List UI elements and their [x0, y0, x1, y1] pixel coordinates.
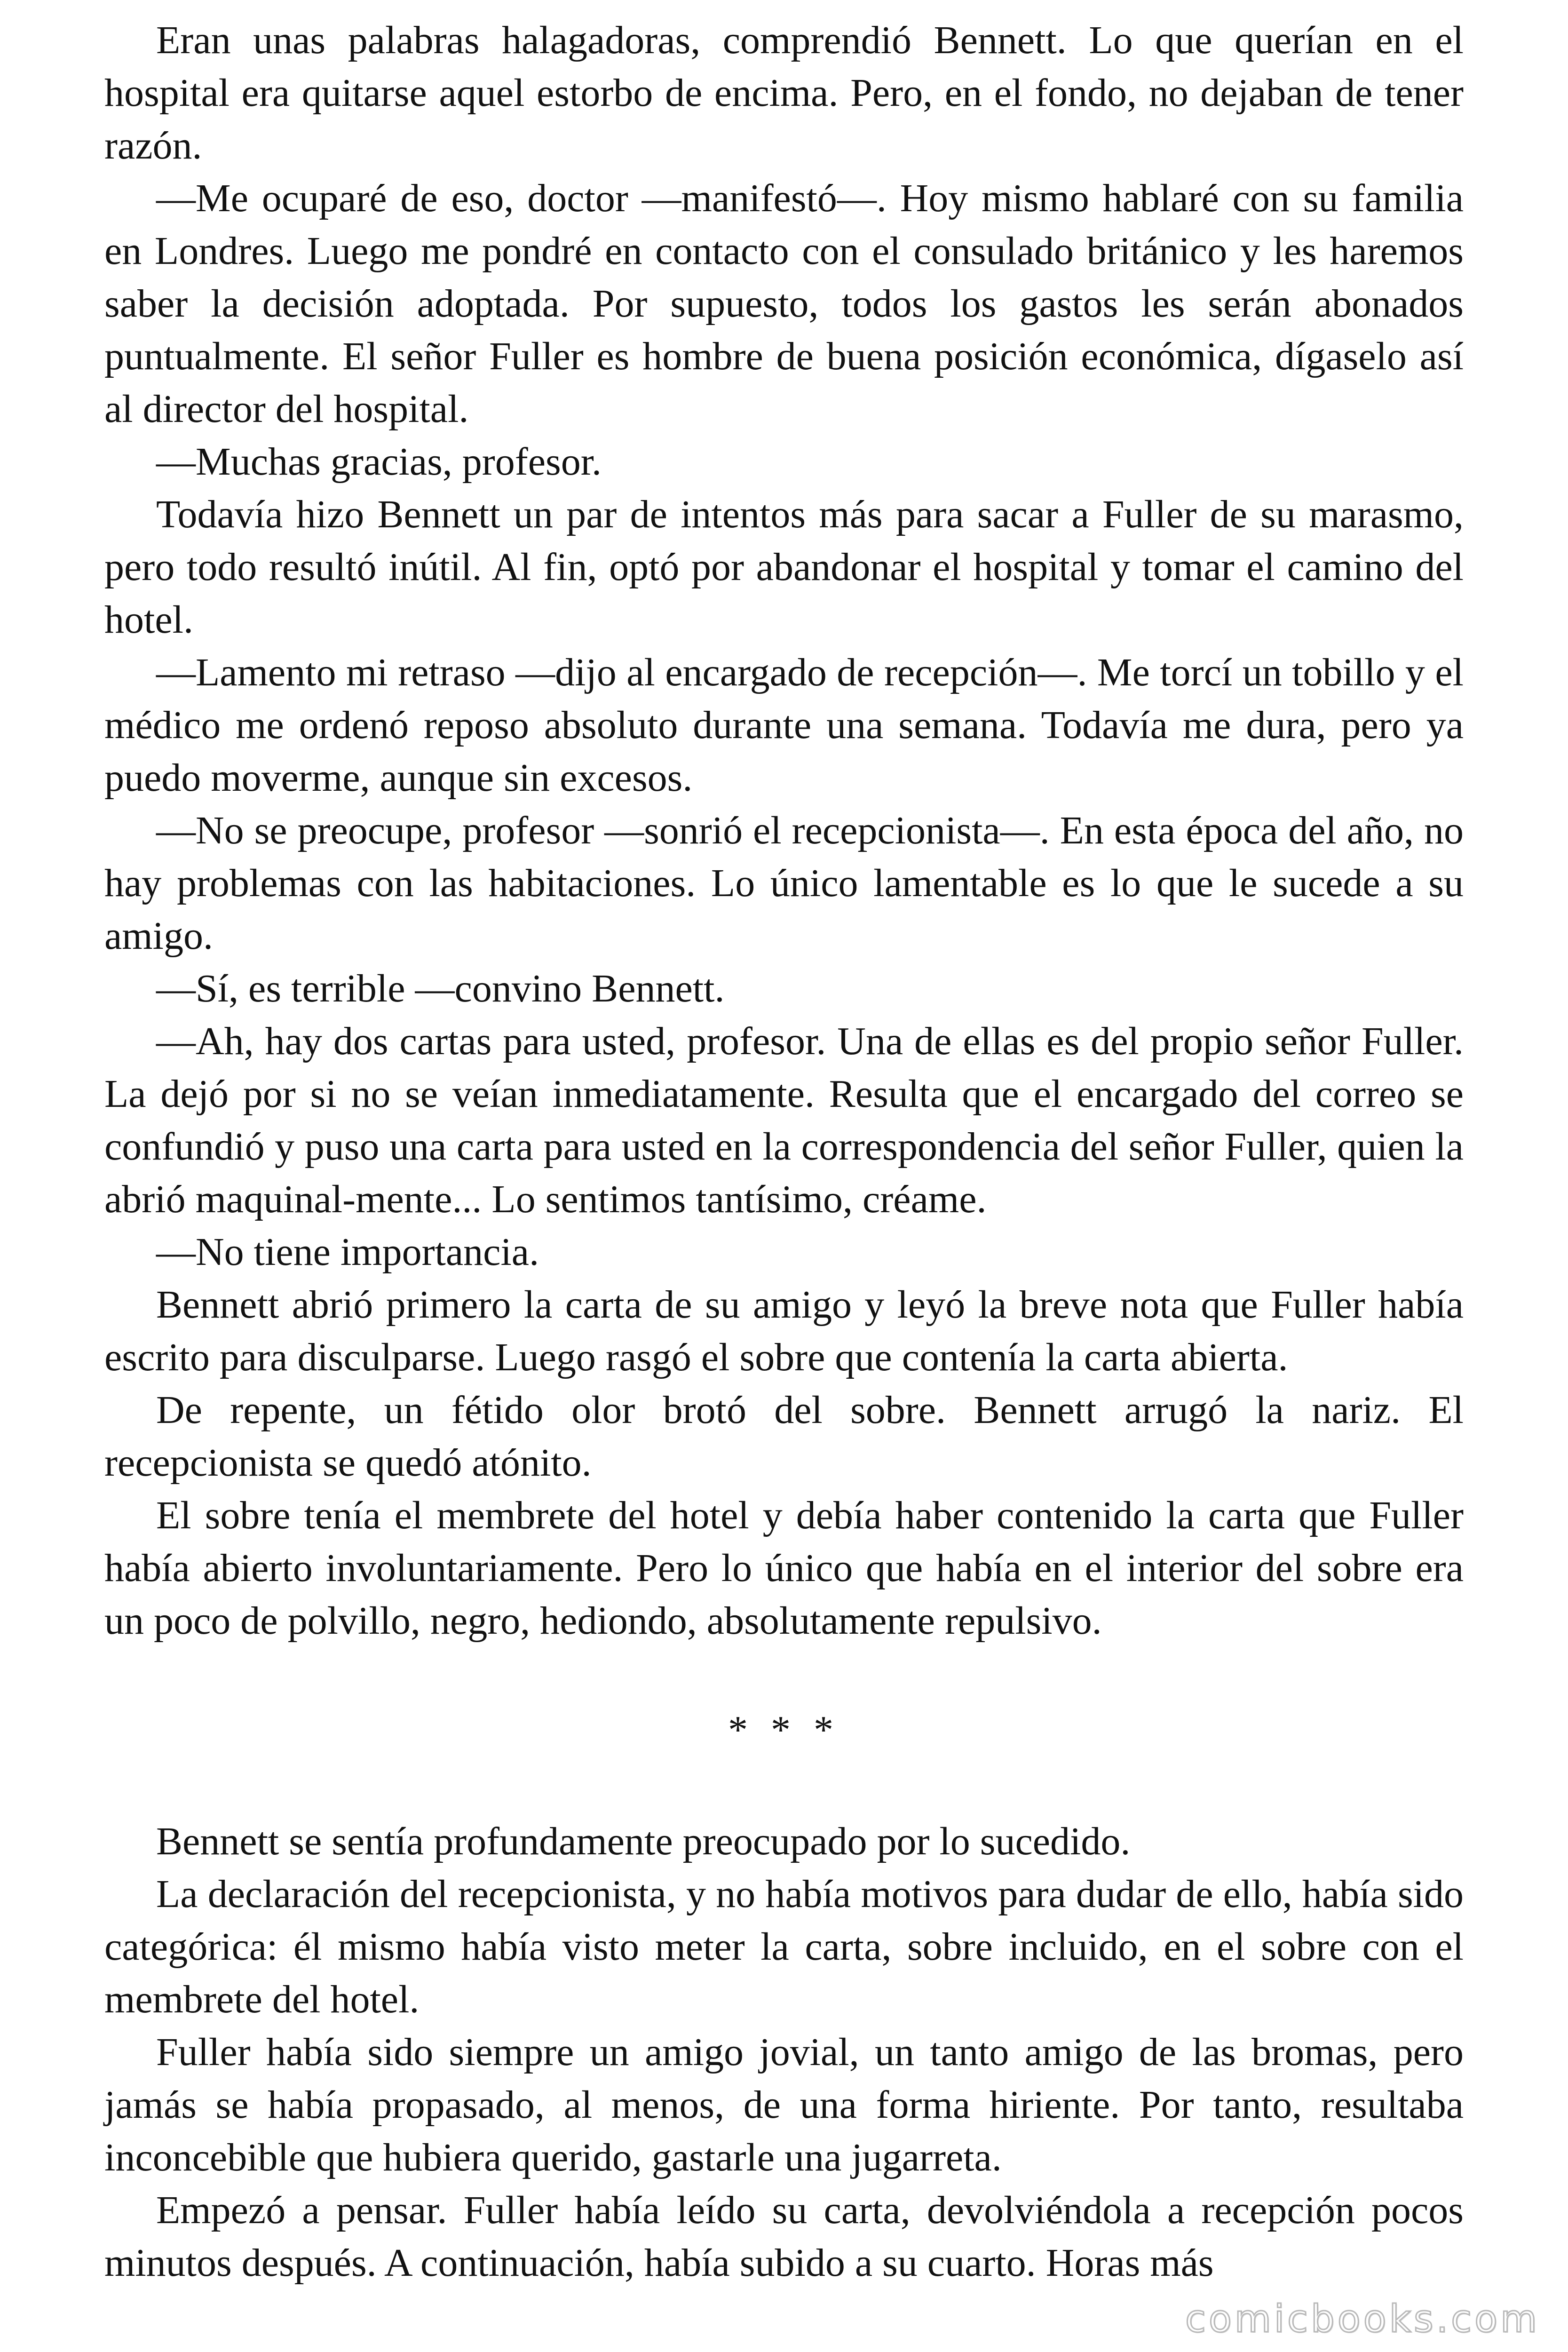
paragraph: —Sí, es terrible —convino Bennett.	[156, 967, 725, 1010]
paragraph: La declaración del recepcionista, y no había motivos para dudar de ello, había sido categórica: él mismo había visto meter la carta, sobre incluido, en el sobre con el membrete del hotel.	[104, 1872, 1464, 2021]
paragraph: —Ah, hay dos cartas para usted, profesor. Una de ellas es del propio señor Fuller. La dejó por si no se veían inmediatamente. Resulta que el encargado del correo se confundió y puso una carta para usted en la correspondencia del señor Fuller, quien la abrió maquinal-mente... Lo sentimos tantísimo, créame.	[104, 1019, 1464, 1221]
paragraph: Bennett se sentía profundamente preocupado por lo sucedido.	[156, 1820, 1131, 1863]
paragraph: Todavía hizo Bennett un par de intentos más para sacar a Fuller de su marasmo, pero todo resultó inútil. Al fin, optó por abandonar el hospital y tomar el camino del hotel.	[104, 493, 1464, 642]
watermark-text: comicbooks.com	[1185, 2297, 1540, 2341]
paragraph: El sobre tenía el membrete del hotel y debía haber contenido la carta que Fuller había abierto involuntariamente. Pero lo único que había en el interior del sobre era un poco de polvillo, negro, hediondo, absolutamente repulsivo.	[104, 1494, 1464, 1643]
paragraph: —No se preocupe, profesor —sonrió el recepcionista—. En esta época del año, no hay problemas con las habitaciones. Lo único lamentable es lo que le sucede a su amigo.	[104, 809, 1464, 958]
paragraph: Eran unas palabras halagadoras, comprendió Bennett. Lo que querían en el hospital era quitarse aquel estorbo de encima. Pero, en el fondo, no dejaban de tener razón.	[104, 18, 1464, 167]
paragraph: Empezó a pensar. Fuller había leído su carta, devolviéndola a recepción pocos minutos después. A continuación, había subido a su cuarto. Horas más	[104, 2188, 1464, 2285]
page-text	[104, 14, 1464, 2289]
paragraph: —Muchas gracias, profesor.	[156, 440, 602, 484]
paragraph: —No tiene importancia.	[156, 1230, 539, 1274]
paragraph: —Me ocuparé de eso, doctor —manifestó—. Hoy mismo hablaré con su familia en Londres. Luego me pondré en contacto con el consulado británico y les haremos saber la decisión adoptada. Por supuesto, todos los gastos les serán abonados puntualmente. El señor Fuller es hombre de buena posición económica, dígaselo así al director del hospital.	[104, 176, 1464, 431]
paragraph: De repente, un fétido olor brotó del sobre. Bennett arrugó la nariz. El recepcionista se quedó atónito.	[104, 1388, 1464, 1485]
paragraph: —Lamento mi retraso —dijo al encargado de recepción—. Me torcí un tobillo y el médico me ordenó reposo absoluto durante una semana. Todavía me dura, pero ya puedo moverme, aunque sin excesos.	[104, 651, 1464, 800]
section-separator: * * *	[728, 1708, 840, 1752]
paragraph: Bennett abrió primero la carta de su amigo y leyó la breve nota que Fuller había escrito para disculparse. Luego rasgó el sobre que contenía la carta abierta.	[104, 1283, 1464, 1379]
paragraph: Fuller había sido siempre un amigo jovial, un tanto amigo de las bromas, pero jamás se había propasado, al menos, de una forma hiriente. Por tanto, resultaba inconcebible que hubiera querido, gastarle una jugarreta.	[104, 2030, 1464, 2179]
